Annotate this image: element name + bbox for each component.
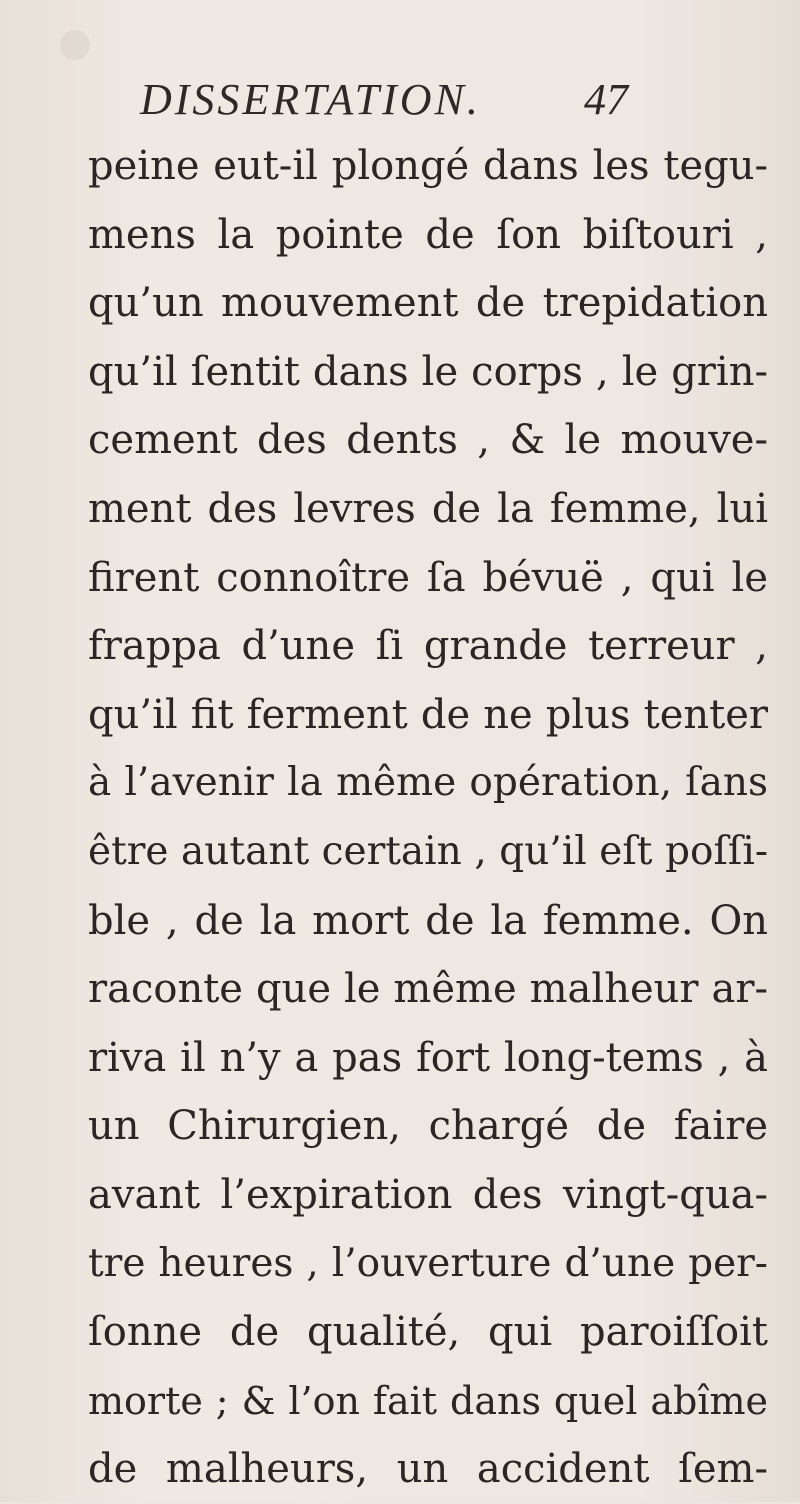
text-line: ment des levres de la femme, lui xyxy=(88,485,768,532)
text-line: riva il n’y a pas fort long-tems , à xyxy=(88,1034,768,1081)
text-line: qu’il ſentit dans le corps , le grin- xyxy=(88,348,768,395)
text-line: qu’il fit ferment de ne plus tenter xyxy=(88,691,768,738)
text-line: un Chirurgien, chargé de faire xyxy=(88,1103,768,1150)
page-header xyxy=(0,72,800,128)
text-line: cement des dents , & le mouve- xyxy=(88,417,768,464)
page-stain xyxy=(60,30,90,60)
page-number: 47 xyxy=(584,75,628,124)
text-line: être autant certain , qu’il eſt poſſi- xyxy=(88,828,768,874)
text-line: morte ; & l’on fait dans quel abîme xyxy=(88,1378,768,1423)
text-line: à l’avenir la même opération, ſans xyxy=(88,760,768,806)
text-line: avant l’expiration des vingt-qua- xyxy=(88,1171,768,1218)
running-title: DISSERTATION. xyxy=(140,75,481,124)
text-line: frappa d’une ſi grande terreur , xyxy=(88,623,768,670)
text-line: ſonne de qualité, qui paroiſſoit xyxy=(88,1309,768,1356)
text-line: de malheurs, un accident ſem- xyxy=(88,1446,768,1493)
body-text xyxy=(88,132,768,1504)
text-line: firent connoître ſa bévuë , qui le xyxy=(88,554,768,601)
text-line: qu’un mouvement de trepidation xyxy=(88,280,768,327)
text-line: mens la pointe de ſon biſtouri , xyxy=(88,211,768,258)
text-line: tre heures , l’ouverture d’une per- xyxy=(88,1240,768,1286)
text-line: ble , de la mort de la femme. On xyxy=(88,897,768,944)
text-line: peine eut-il plongé dans les tegu- xyxy=(88,143,768,189)
text-line: raconte que le même malheur ar- xyxy=(88,966,768,1013)
